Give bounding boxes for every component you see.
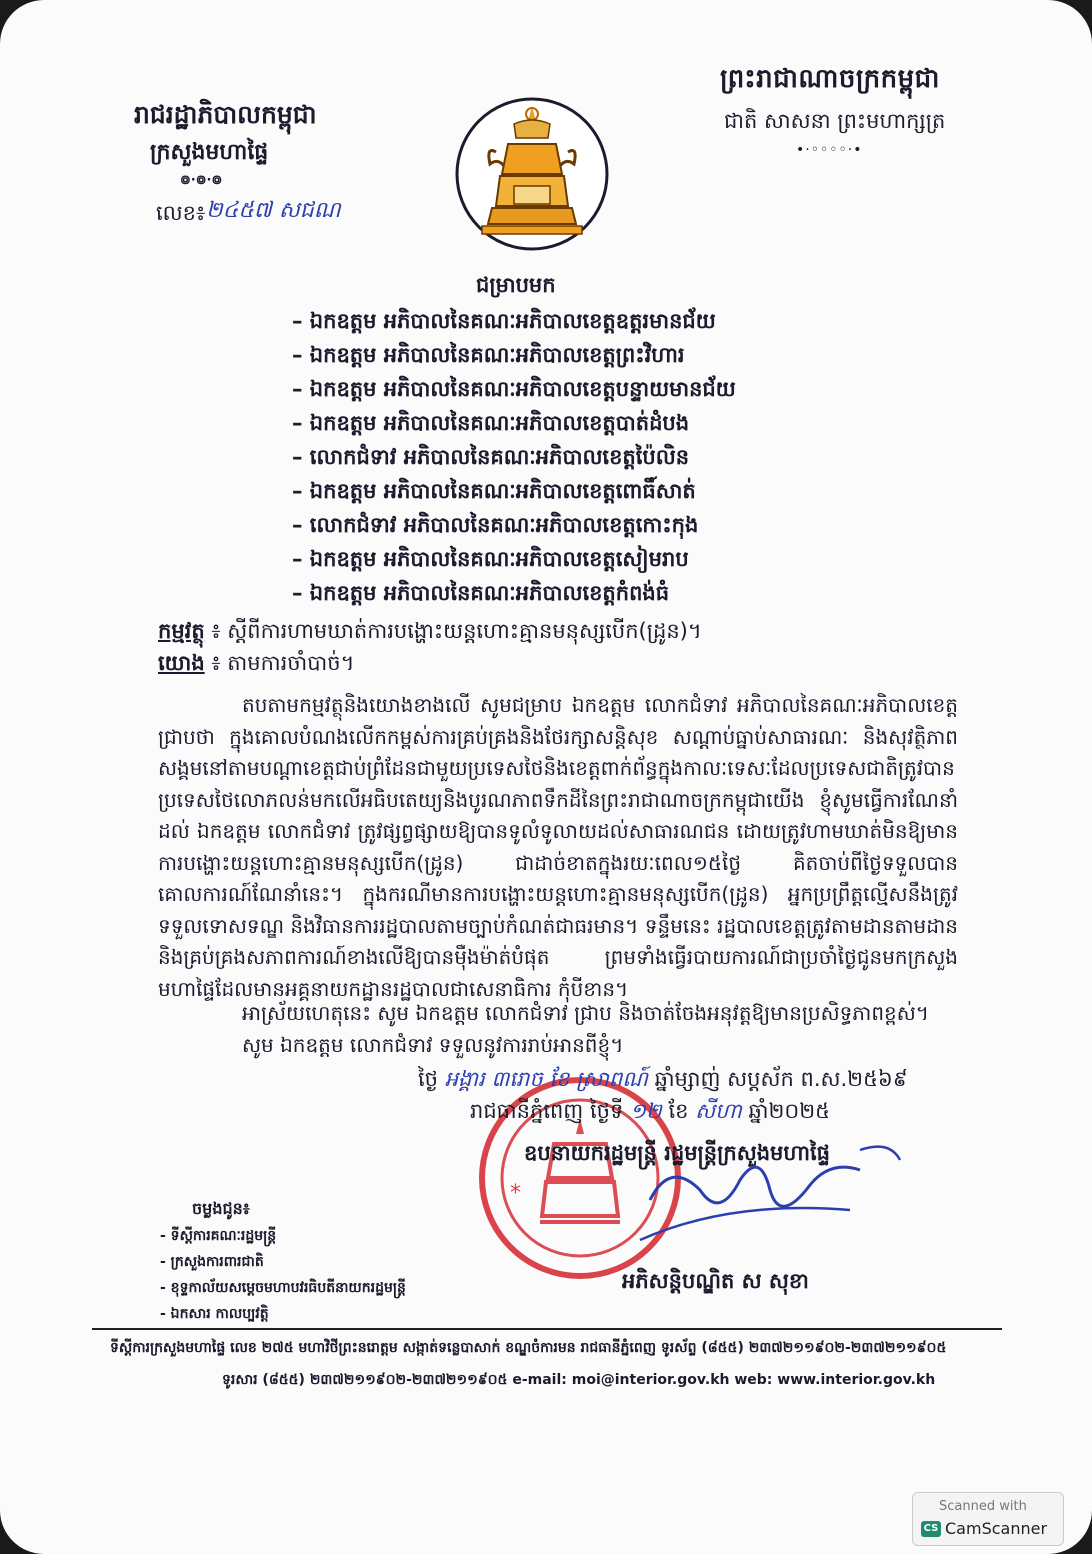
handwritten-month: សីហា bbox=[695, 1099, 742, 1123]
recipient-item: – ឯកឧត្តម អភិបាលនៃគណៈអភិបាលខេត្តឧត្តរមានជ័យ bbox=[292, 309, 716, 333]
lunar-date-line bbox=[418, 1066, 908, 1097]
month-label: ខែ bbox=[668, 1099, 689, 1123]
recipient-item: – ឯកឧត្តម អភិបាលនៃគណៈអភិបាលខេត្តសៀមរាប bbox=[292, 547, 689, 571]
letter-body: តបតាមកម្មវត្ថុនិងយោងខាងលើ សូមជម្រាប ឯកឧត្តម លោកជំទាវ អភិបាលនៃគណៈអភិបាលខេត្ត ជ្រាបថា ក្នុងគោលបំណងលើកកម្ពស់ការគ្រប់គ្រងនិងថែរក្សាសន្តិសុខ សណ្ដាប់ធ្នាប់សាធារណៈ និងសុវត្ថិភាពសង្គមនៅតាមបណ្ដាខេត្តជាប់ព្រំដែនជាមួយប្រទេសថៃនិងខេត្តពាក់ព័ន្ធក្នុងកាលៈទេសៈដែលប្រទេសជាតិត្រូវបានប្រទេសថៃលោភលន់មកលើអធិបតេយ្យនិងបូរណភាពទឹកដីនៃព្រះរាជាណាចក្រកម្ពុជាយើង ខ្ញុំសូមធ្វើការណែនាំដល់ ឯកឧត្តម លោកជំទាវ ត្រូវផ្សព្វផ្សាយឱ្យបានទូលំទូលាយដល់សាធារណជន ដោយត្រូវហាមឃាត់មិនឱ្យមានការបង្ហោះយន្តហោះគ្មានមនុស្សបើក(ដ្រូន) ជាដាច់ខាតក្នុងរយៈពេល១៥ថ្ងៃ គិតចាប់ពីថ្ងៃទទួលបានគោលការណ៍ណែនាំនេះ។ ក្នុងករណីមានការបង្ហោះយន្តហោះគ្មានមនុស្សបើក(ដ្រូន) អ្នកប្រព្រឹត្តល្មើសនឹងត្រូវទទួលទោសទណ្ឌ និងវិធានការរដ្ឋបាលតាមច្បាប់កំណត់ជាធរមាន។ ទន្ទឹមនេះ រដ្ឋបាលខេត្តត្រូវតាមដានតាមដាន និងគ្រប់គ្រងសភាពការណ៍ខាងលើឱ្យបានម៉ឺងម៉ាត់បំផុត ព្រមទាំងធ្វើរបាយការណ៍ជាប្រចាំថ្ងៃជូនមកក្រសួងមហាផ្ទៃដែលមានអគ្គនាយកដ្ឋានរដ្ឋបាលជាសេនាធិការ កុំបីខាន។ bbox=[158, 693, 958, 1001]
date-prefix: ថ្ងៃ bbox=[418, 1067, 438, 1091]
handwritten-lunar-date: ៣រោច ខែ ស្រាពណ៍ bbox=[491, 1067, 648, 1091]
place-date: រាជធានីភ្នំពេញ ថ្ងៃទី bbox=[470, 1099, 624, 1123]
kingdom-title: ព្រះរាជាណាចក្រកម្ពុជា bbox=[720, 64, 940, 94]
footer-contact: ទូរសារ (៨៥៥) ២៣៧២១១៩០២-២៣៧២១១៩០៥ e-mail: moi@interior.gov.kh web: www.interior.gov.kh bbox=[222, 1372, 936, 1388]
reference-separator: ៖ bbox=[211, 651, 221, 675]
closing-paragraph: អាស្រ័យហេតុនេះ សូម ឯកឧត្តម លោកជំទាវ ជ្រាប និងចាត់ចែងអនុវត្តឱ្យមានប្រសិទ្ធភាពខ្ពស់។ bbox=[242, 1001, 929, 1025]
camscanner-badge bbox=[912, 1492, 1064, 1546]
ministry-emblem-icon bbox=[452, 94, 612, 254]
ministry-ornament: ៙·៙·៙ bbox=[180, 173, 223, 188]
ministry-title: ក្រសួងមហាផ្ទៃ bbox=[150, 140, 269, 165]
cc-list bbox=[160, 1224, 406, 1328]
recipient-item: – លោកជំទាវ អភិបាលនៃគណៈអភិបាលខេត្តប៉ៃលិន bbox=[292, 445, 690, 469]
recipient-list bbox=[292, 306, 736, 612]
recipient-item: – ឯកឧត្តម អភិបាលនៃគណៈអភិបាលខេត្តព្រះវិហារ bbox=[292, 343, 685, 367]
footer-divider bbox=[92, 1328, 1002, 1330]
cc-item: - ឯកសារ កាលប្បវត្តិ bbox=[160, 1306, 269, 1322]
recipient-item: – ឯកឧត្តម អភិបាលនៃគណៈអភិបាលខេត្តបន្ទាយមានជ័យ bbox=[292, 377, 736, 401]
camscanner-name: CamScanner bbox=[945, 1519, 1048, 1538]
footer-address: ទីស្តីការក្រសួងមហាផ្ទៃ លេខ ២៧៥ មហាវិថីព្រះនរោត្តម សង្កាត់ទន្លេបាសាក់ ខណ្ឌចំការមន រាជធានីភ្នំពេញ ទូរស័ព្ទ (៨៥៥) ២៣៧២១១៩០២-២៣៧២១១៩០៥ bbox=[110, 1340, 947, 1356]
reference-text: តាមការចាំបាច់។ bbox=[227, 651, 355, 675]
subject-text: ស្ដីពីការហាមឃាត់ការបង្ហោះយន្តហោះគ្មានមនុស្សបើក(ដ្រូន)។ bbox=[227, 619, 702, 643]
cc-item: - ក្រសួងការពារជាតិ bbox=[160, 1254, 264, 1270]
recipient-item: – ឯកឧត្តម អភិបាលនៃគណៈអភិបាលខេត្តកំពង់ធំ bbox=[292, 581, 670, 605]
handwritten-signature-icon bbox=[610, 1130, 910, 1260]
handwritten-day-number: ១២ bbox=[630, 1099, 662, 1123]
scanned-with-text: Scanned with bbox=[939, 1499, 1027, 1514]
reference-line bbox=[158, 650, 354, 681]
solar-date-line bbox=[470, 1098, 830, 1129]
handwritten-day: អង្គារ bbox=[444, 1067, 485, 1091]
recipient-item: – ឯកឧត្តម អភិបាលនៃគណៈអភិបាលខេត្តបាត់ដំបង bbox=[292, 411, 690, 435]
government-title: រាជរដ្ឋាភិបាលកម្ពុជា bbox=[134, 100, 317, 129]
kingdom-motto: ជាតិ សាសនា ព្រះមហាក្សត្រ bbox=[724, 109, 946, 133]
cc-item: - ទីស្តីការគណៈរដ្ឋមន្ត្រី bbox=[160, 1228, 277, 1244]
reference-label: យោង bbox=[158, 651, 205, 675]
lunar-year: ឆ្នាំម្សាញ់ សប្តស័ក ព.ស.២៥៦៩ bbox=[654, 1067, 908, 1091]
svg-text:*: * bbox=[510, 1181, 521, 1206]
reference-number-label: លេខ៖ bbox=[156, 201, 206, 225]
cc-item: - ខុទ្ទកាល័យសម្ដេចមហាបវរធិបតីនាយករដ្ឋមន្ត្រី bbox=[160, 1280, 406, 1296]
signer-name: អភិសន្តិបណ្ឌិត ស សុខា bbox=[622, 1269, 809, 1293]
salutation: ជម្រាបមក bbox=[476, 273, 556, 297]
cc-title: ចម្លងជូន៖ bbox=[192, 1199, 250, 1218]
subject-line bbox=[158, 618, 702, 649]
kingdom-ornament: •·◦◦◦◦·• bbox=[796, 142, 863, 158]
year: ឆ្នាំ២០២៥ bbox=[748, 1099, 831, 1123]
recipient-item: – លោកជំទាវ អភិបាលនៃគណៈអភិបាលខេត្តកោះកុង bbox=[292, 513, 699, 537]
camscanner-logo-icon: CS bbox=[921, 1521, 941, 1537]
subject-separator: ៖ bbox=[211, 619, 221, 643]
signer-title: ឧបនាយករដ្ឋមន្ត្រី រដ្ឋមន្ត្រីក្រសួងមហាផ្ទៃ bbox=[524, 1141, 831, 1165]
reference-number: ២៤៥៧ សជណ bbox=[206, 198, 341, 223]
subject-label: កម្មវត្ថុ bbox=[158, 619, 205, 643]
closing-courtesy: សូម ឯកឧត្តម លោកជំទាវ ទទួលនូវការរាប់អានពីខ្ញុំ។ bbox=[242, 1033, 624, 1057]
recipient-item: – ឯកឧត្តម អភិបាលនៃគណៈអភិបាលខេត្តពោធិ៍សាត់ bbox=[292, 479, 696, 503]
